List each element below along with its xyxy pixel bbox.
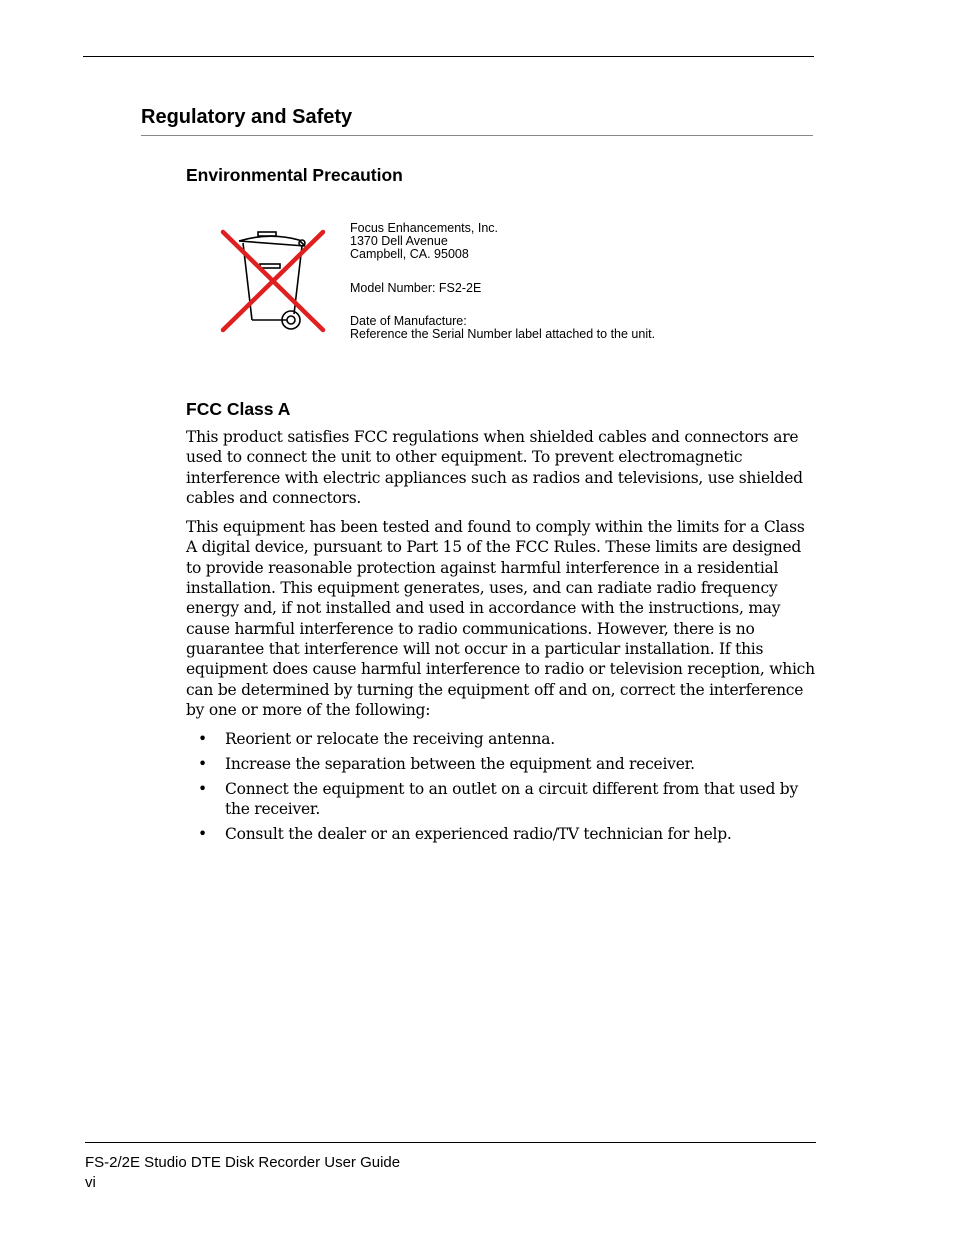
page-footer [85, 1153, 400, 1193]
list-item-text: Consult the dealer or an experienced radio/TV technician for help. [225, 824, 732, 843]
bullet-marker: • [198, 824, 207, 843]
environmental-heading: Environmental Precaution [186, 165, 403, 185]
top-rule [83, 56, 814, 57]
title-underline [141, 135, 813, 136]
list-item [186, 729, 816, 749]
product-label [350, 222, 655, 341]
company-name: Focus Enhancements, Inc. [350, 221, 498, 235]
crossed-out-wheelie-bin-icon [219, 226, 329, 336]
fcc-paragraph: This equipment has been tested and found to comply within the limits for a Class A digital device, pursuant to Part 15 of the FCC Rules. These limits are designed to provide reasonable protection against harmful interference in a residential installation. This equipment generates, uses, and can radiate radio frequency energy and, if not installed and used in accordance with the instructions, may cause harmful interference to radio communications. However, there is no guarantee that interference will not occur in a particular installation. If this equipment does cause harmful interference to radio or television reception, which can be determined by turning the equipment off and on, correct the interference by one or more of the following: [186, 518, 815, 719]
page-number: vi [85, 1174, 96, 1191]
bullet-marker: • [198, 754, 207, 773]
fcc-heading: FCC Class A [186, 399, 291, 419]
list-item-text: Connect the equipment to an outlet on a circuit different from that used by the receiver. [225, 779, 798, 819]
footer-rule [85, 1142, 816, 1143]
street-address: 1370 Dell Avenue [350, 234, 448, 248]
date-of-manufacture-label: Date of Manufacture: [350, 314, 467, 328]
fcc-body [186, 427, 816, 849]
list-item-text: Reorient or relocate the receiving antenna. [225, 730, 555, 749]
guide-title: FS-2/2E Studio DTE Disk Recorder User Guide [85, 1154, 401, 1171]
city-address: Campbell, CA. 95008 [350, 247, 469, 261]
serial-number-note: Reference the Serial Number label attached to the unit. [350, 327, 656, 341]
list-item [186, 754, 816, 774]
bullet-marker: • [198, 730, 207, 749]
list-item [186, 779, 816, 820]
list-item-text: Increase the separation between the equipment and receiver. [225, 754, 695, 773]
model-number: Model Number: FS2-2E [350, 281, 482, 295]
fcc-bullet-list [186, 729, 816, 844]
list-item [186, 824, 816, 844]
page-title: Regulatory and Safety [141, 106, 353, 128]
fcc-paragraph: This product satisfies FCC regulations when shielded cables and connectors are used to connect the unit to other equipment. To prevent electromagnetic interference with electric appliances such as radios and televisions, use shielded cables and connectors. [186, 428, 803, 507]
bullet-marker: • [198, 779, 207, 798]
